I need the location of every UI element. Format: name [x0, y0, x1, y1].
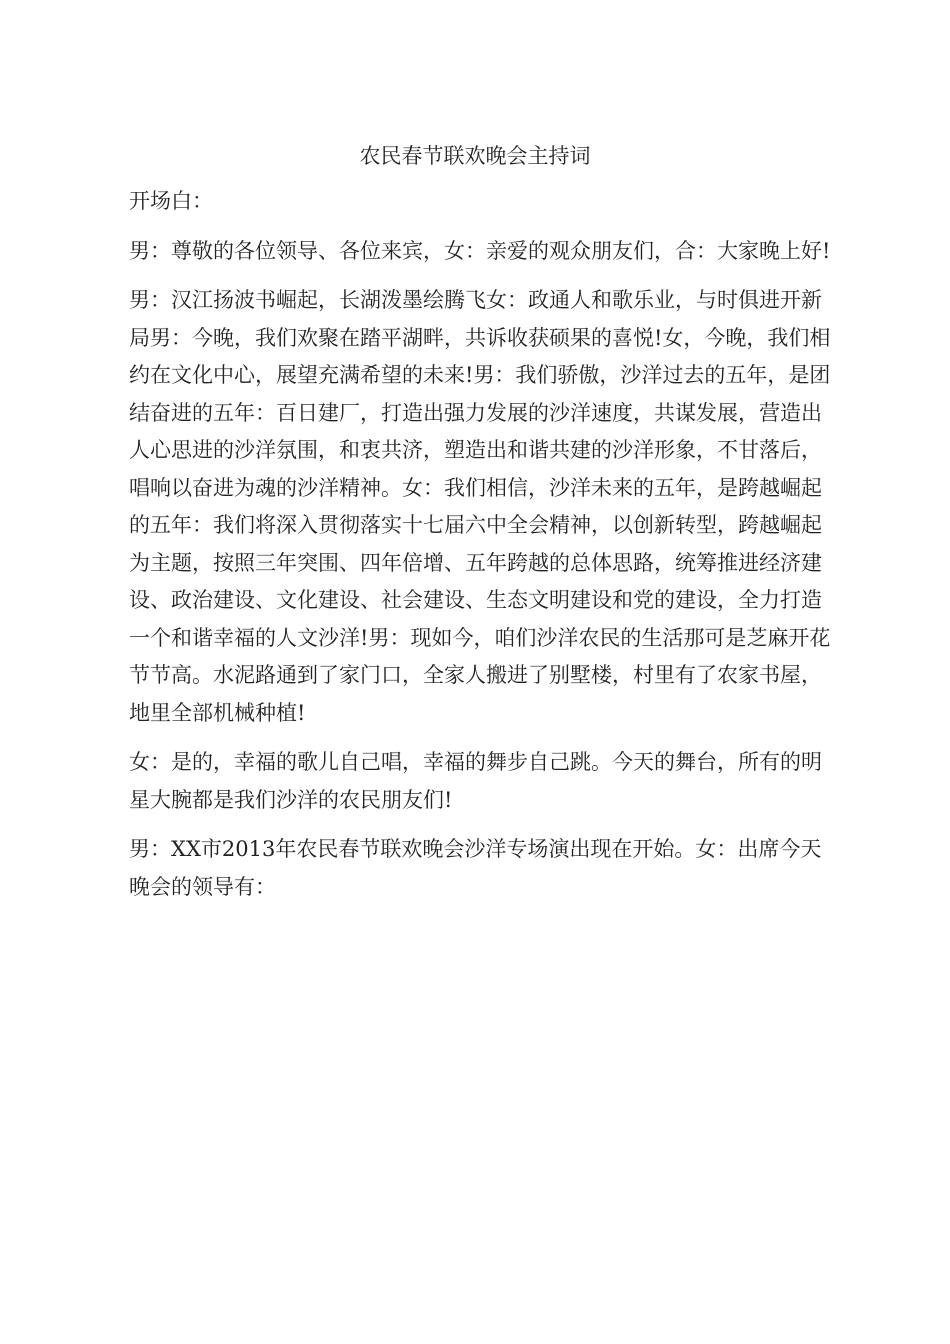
paragraph-opening-announcement: 男：XX市2013年农民春节联欢晚会沙洋专场演出现在开始。女：出席今天晚会的领导有： [129, 837, 822, 899]
paragraph-female-line: 女：是的，幸福的歌儿自己唱，幸福的舞步自己跳。今天的舞台，所有的明星大腕都是我们沙洋的农民朋友们! [129, 750, 822, 812]
paragraph-greeting: 男：尊敬的各位领导、各位来宾，女：亲爱的观众朋友们，合：大家晚上好! [129, 238, 831, 263]
paragraph-opening-label: 开场白： [129, 189, 213, 213]
document-title: 农民春节联欢晚会主持词 [359, 144, 591, 168]
document-body [129, 183, 834, 918]
paragraph-main-speech: 男：汉江扬波书崛起，长湖泼墨绘腾飞女：政通人和歌乐业，与时俱进开新局男：今晚，我们欢聚在踏平湖畔，共诉收获硕果的喜悦!女，今晚，我们相约在文化中心，展望充满希望的未来!男：我们骄傲，沙洋过去的五年，是团结奋进的五年：百日建厂，打造出强力发展的沙洋速度，共谋发展，营造出人心思进的沙洋氛围，和衷共济，塑造出和谐共建的沙洋形象，不甘落后，唱响以奋进为魂的沙洋精神。女：我们相信，沙洋未来的五年，是跨越崛起的五年：我们将深入贯彻落实十七届六中全会精神，以创新转型，跨越崛起为主题，按照三年突围、四年倍增、五年跨越的总体思路，统筹推进经济建设、政治建设、文化建设、社会建设、生态文明建设和党的建设，全力打造一个和谐幸福的人文沙洋!男：现如今，咱们沙洋农民的生活那可是芝麻开花节节高。水泥路通到了家门口，全家人搬进了别墅楼，村里有了农家书屋，地里全部机械种植! [129, 288, 831, 725]
